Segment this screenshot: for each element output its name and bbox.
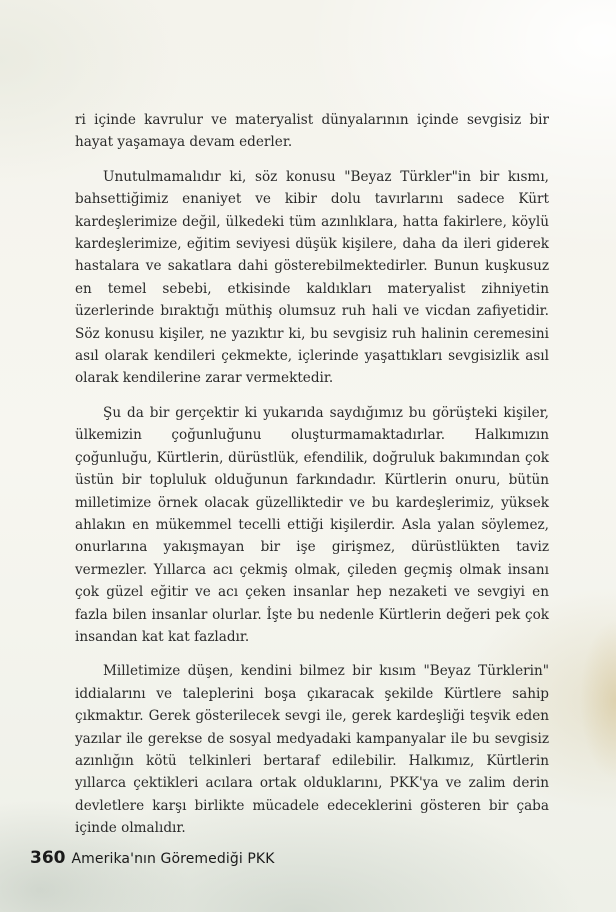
page-footer <box>30 848 274 872</box>
paragraph-1: ri içinde kavrulur ve materyalist dünyalarının içinde sevgisiz bir hayat yaşamaya devam ederler. <box>75 112 549 151</box>
page-number: 360 <box>30 848 66 868</box>
paragraph-3: Şu da bir gerçektir ki yukarıda saydığımız bu görüşteki kişiler, ülkemizin çoğunluğunu oluşturmamaktadırlar. Halkımızın çoğunluğu, Kürtlerin, dürüstlük, efendilik, doğruluk bakımından çok üstün bir topluluk olduğunun farkındadır. Kürtlerin onuru, bütün milletimize örnek olacak güzelliktedir ve bu kardeşlerimiz, yüksek ahlakın en mükemmel tecelli ettiği kişilerdir. Asla yalan söylemez, onurlarına yakışmayan bir işe girişmez, dürüstlükten taviz vermezler. Yıllarca acı çekmiş olmak, çileden geçmiş olmak insanı çok güzel eğitir ve acı çeken insanlar hep nezaketi ve sevgiyi en fazla bilen insanlar olurlar. İşte bu nedenle Kürtlerin değeri pek çok insandan kat kat fazladır. <box>75 404 549 645</box>
background-decoration <box>556 600 616 800</box>
paragraph-2: Unutulmamalıdır ki, söz konusu "Beyaz Türkler"in bir kısmı, bahsettiğimiz enaniyet ve kibir dolu tavırlarını sadece Kürt kardeşlerimize değil, ülkedeki tüm azınlıklara, hatta fakirlere, köylü kardeşlerimize, eğitim seviyesi düşük kişilere, daha da ileri giderek hastalara ve sakatlara dahi gösterebilmektedirler. Bunun kuşkusuz en temel sebebi, etkisinde kaldıkları materyalist zihniyetin üzerlerinde bıraktığı müthiş olumsuz ruh hali ve vicdan zafiyetidir. Söz konusu kişiler, ne yazıktır ki, bu sevgisiz ruh halinin ceremesini asıl olarak kendileri çekmekte, içlerinde yaşattıkları sevgisizlik asıl olarak kendilerine zarar vermektedir. <box>75 168 549 387</box>
book-title: Amerika'nın Göremediği PKK <box>71 851 275 867</box>
paragraph-4: Milletimize düşen, kendini bilmez bir kısım "Beyaz Türklerin" iddialarını ve taleplerini boşa çıkaracak şekilde Kürtlere sahip çıkmaktır. Gerek gösterilecek sevgi ile, gerek kardeşliği teşvik eden yazılar ile gerekse de sosyal medyadaki kampanyalar ile bu sevgisiz azınlığın kötü telkinleri bertaraf edilebilir. Halkımız, Kürtlerin yıllarca çektikleri acılara ortak olduklarını, PKK'ya ve zalim derin devletlere karşı birlikte mücadele edeceklerini gösteren bir çaba içinde olmalıdır. <box>75 663 549 837</box>
body-text <box>75 109 549 852</box>
